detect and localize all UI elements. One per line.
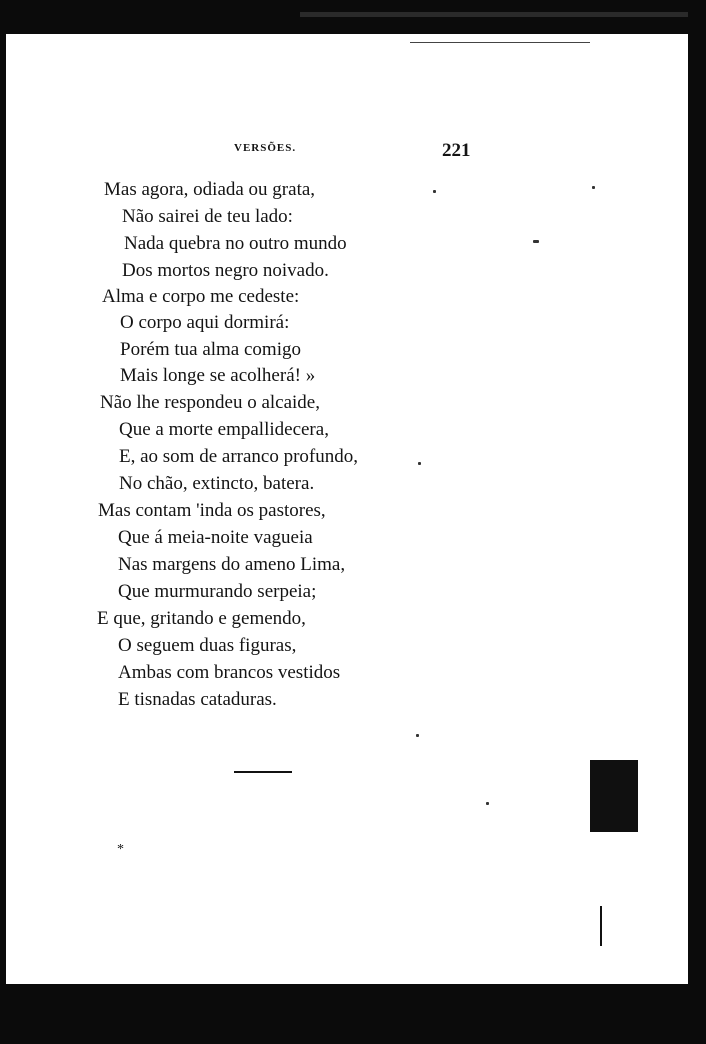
scan-tab-mark [590,760,638,832]
poem-line: O seguem duas figuras, [118,635,297,656]
poem-line: Nada quebra no outro mundo [124,233,347,254]
poem-line: Mas agora, odiada ou grata, [104,179,316,200]
top-rule [410,42,590,43]
poem-line: No chão, extincto, batera. [119,473,315,494]
scan-speck [433,190,436,193]
poem-line: Ambas com brancos vestidos [118,662,341,683]
scan-edge-mark [600,906,602,946]
page-number: 221 [442,140,471,161]
poem-line: Que á meia-noite vagueia [118,527,313,548]
poem-line: Porém tua alma comigo [120,339,301,360]
scan-speck [418,462,421,465]
scan-border-bottom [0,984,706,1044]
poem-line: Dos mortos negro noivado. [122,260,329,281]
scan-speck [486,802,489,805]
running-title: VERSÕES. [234,142,297,154]
poem-line: Mais longe se acolherá! » [120,365,316,386]
scan-speck [533,240,539,243]
poem-line: O corpo aqui dormirá: [120,312,290,333]
poem-line: Que murmurando serpeia; [118,581,317,602]
poem-line: Alma e corpo me cedeste: [102,286,300,307]
poem-line: Nas margens do ameno Lima, [118,554,346,575]
scan-artifact-strip [300,12,706,17]
book-page [6,34,688,984]
poem-line: E, ao som de arranco profundo, [119,446,359,467]
footnote-mark: * [117,842,124,857]
scan-border-right [688,0,706,1044]
poem-line: Não sairei de teu lado: [122,206,293,227]
scan-border-top [0,0,706,34]
poem-line: E que, gritando e gemendo, [97,608,306,629]
poem-line: Mas contam 'inda os pastores, [98,500,326,521]
poem-line: Não lhe respondeu o alcaide, [100,392,320,413]
scan-speck [592,186,595,189]
poem-line: E tisnadas cataduras. [118,689,277,710]
poem-line: Que a morte empallidecera, [119,419,329,440]
end-rule [234,771,292,773]
scan-speck [416,734,419,737]
